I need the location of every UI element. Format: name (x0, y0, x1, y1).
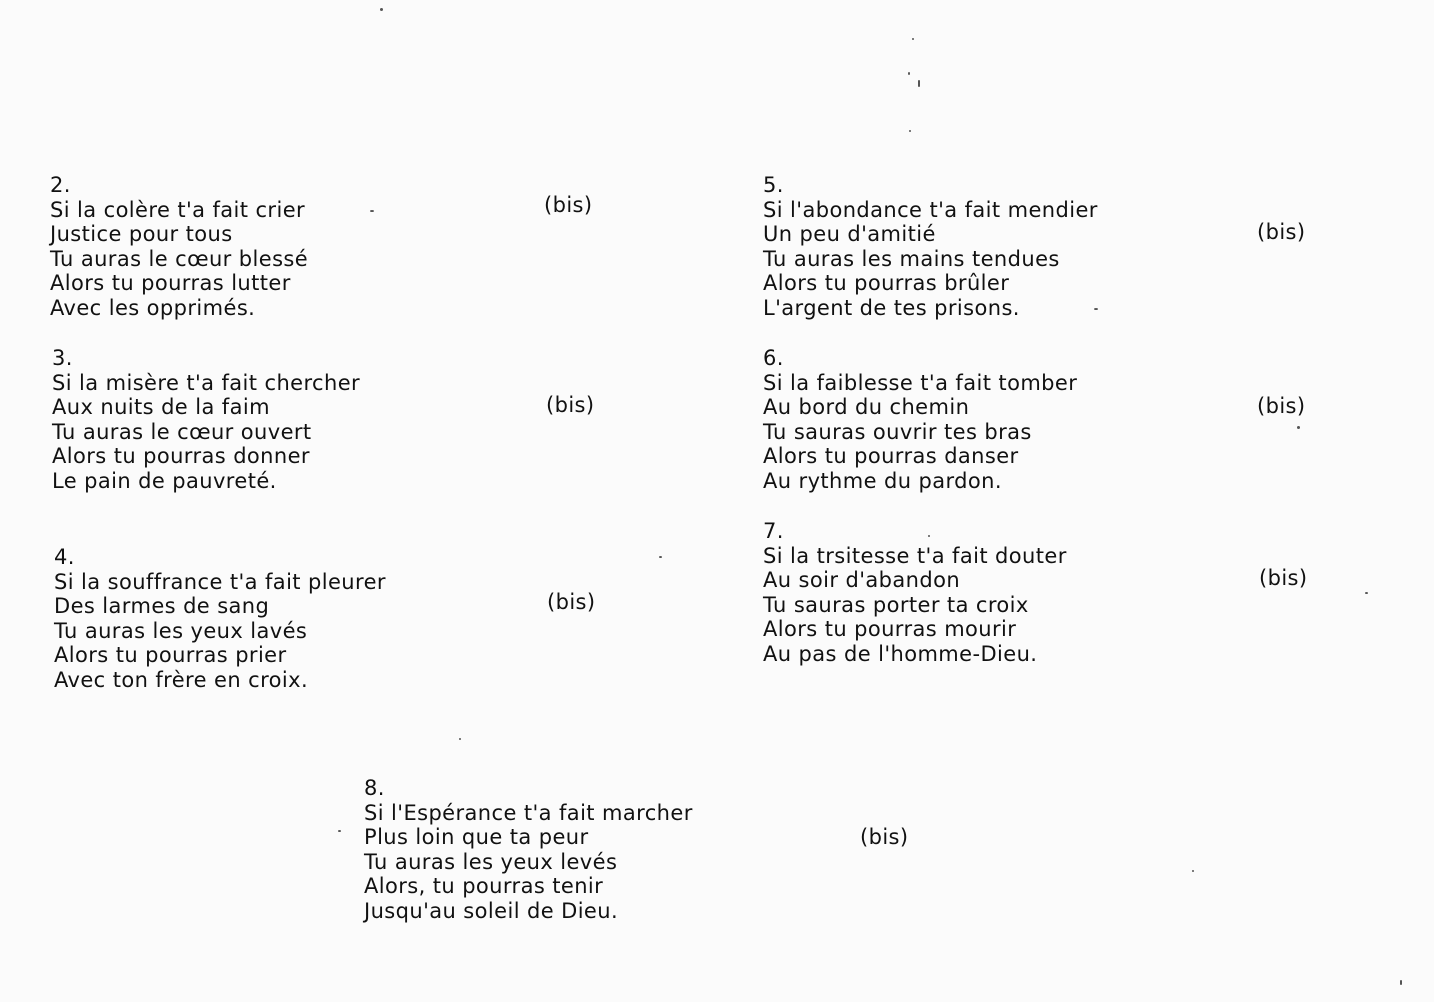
repeat-marker: (bis) (860, 825, 909, 849)
verse-3 (52, 346, 360, 494)
verse-line: Tu sauras porter ta croix (763, 592, 1029, 617)
repeat-marker: (bis) (544, 193, 593, 217)
verse-line: Justice pour tous (50, 222, 233, 247)
verse-line: Jusqu'au soleil de Dieu. (364, 898, 619, 923)
repeat-marker: (bis) (1257, 394, 1306, 418)
repeat-marker: (bis) (1257, 220, 1306, 244)
verse-line: Alors tu pourras danser (763, 444, 1019, 469)
verse-number: 5. (763, 173, 784, 197)
scan-speck (380, 8, 383, 11)
verse-number: 7. (763, 519, 784, 543)
verse-line: Si la faiblesse t'a fait tomber (763, 370, 1078, 395)
verse-5 (763, 173, 1098, 321)
verse-line: Si la trsitesse t'a fait douter (763, 543, 1067, 568)
scan-speck (918, 80, 920, 87)
verse-line: Alors tu pourras lutter (50, 271, 291, 296)
verse-line: Tu auras le cœur ouvert (52, 419, 312, 444)
verse-line: Au bord du chemin (763, 395, 970, 420)
scan-speck (1094, 308, 1098, 310)
verse-line: Si la colère t'a fait crier (50, 197, 306, 222)
scan-speck (1400, 980, 1402, 985)
verse-line: Un peu d'amitié (763, 222, 936, 247)
verse-line: Si l'Espérance t'a fait marcher (364, 800, 693, 825)
verse-line: Au pas de l'homme-Dieu. (763, 641, 1038, 666)
verse-line: Alors tu pourras mourir (763, 617, 1017, 642)
verse-line: Tu auras les yeux levés (364, 849, 618, 874)
scan-speck (459, 738, 461, 740)
scan-speck (1192, 870, 1194, 872)
verse-6 (763, 346, 1077, 494)
verse-line: Au soir d'abandon (763, 568, 961, 593)
verse-line: Tu auras le cœur blessé (50, 246, 309, 271)
verse-line: Avec ton frère en croix. (54, 667, 309, 692)
verse-line: Alors tu pourras brûler (763, 271, 1010, 296)
verse-line: Le pain de pauvreté. (52, 468, 277, 493)
verse-number: 8. (364, 776, 385, 800)
scan-speck (912, 38, 914, 40)
verse-line: Avec les opprimés. (50, 295, 256, 320)
verse-2 (50, 173, 308, 321)
repeat-marker: (bis) (547, 590, 596, 614)
verse-line: L'argent de tes prisons. (763, 295, 1020, 320)
verse-number: 2. (50, 173, 71, 197)
verse-line: Des larmes de sang (54, 594, 270, 619)
verse-4 (54, 545, 386, 693)
verse-line: Si l'abondance t'a fait mendier (763, 197, 1098, 222)
scan-speck (1365, 592, 1368, 594)
verse-line: Plus loin que ta peur (364, 825, 589, 850)
repeat-marker: (bis) (546, 393, 595, 417)
verse-number: 4. (54, 545, 75, 569)
verse-number: 3. (52, 346, 73, 370)
scan-speck (928, 535, 930, 537)
scan-speck (1297, 426, 1300, 429)
verse-line: Tu sauras ouvrir tes bras (763, 419, 1032, 444)
verse-line: Si la souffrance t'a fait pleurer (54, 569, 386, 594)
scan-speck (908, 72, 910, 75)
verse-line: Au rythme du pardon. (763, 468, 1002, 493)
verse-line: Aux nuits de la faim (52, 395, 270, 420)
repeat-marker: (bis) (1259, 566, 1308, 590)
scan-speck (659, 556, 662, 558)
scan-speck (370, 210, 374, 212)
verse-line: Tu auras les mains tendues (763, 246, 1060, 271)
verse-number: 6. (763, 346, 784, 370)
verse-line: Alors tu pourras donner (52, 444, 310, 469)
verse-line: Si la misère t'a fait chercher (52, 370, 361, 395)
verse-line: Alors tu pourras prier (54, 643, 287, 668)
verse-8 (364, 776, 693, 924)
scan-speck (909, 130, 911, 132)
scan-speck (338, 830, 341, 832)
verse-7 (763, 519, 1067, 667)
verse-line: Tu auras les yeux lavés (54, 618, 308, 643)
verse-line: Alors, tu pourras tenir (364, 874, 604, 899)
